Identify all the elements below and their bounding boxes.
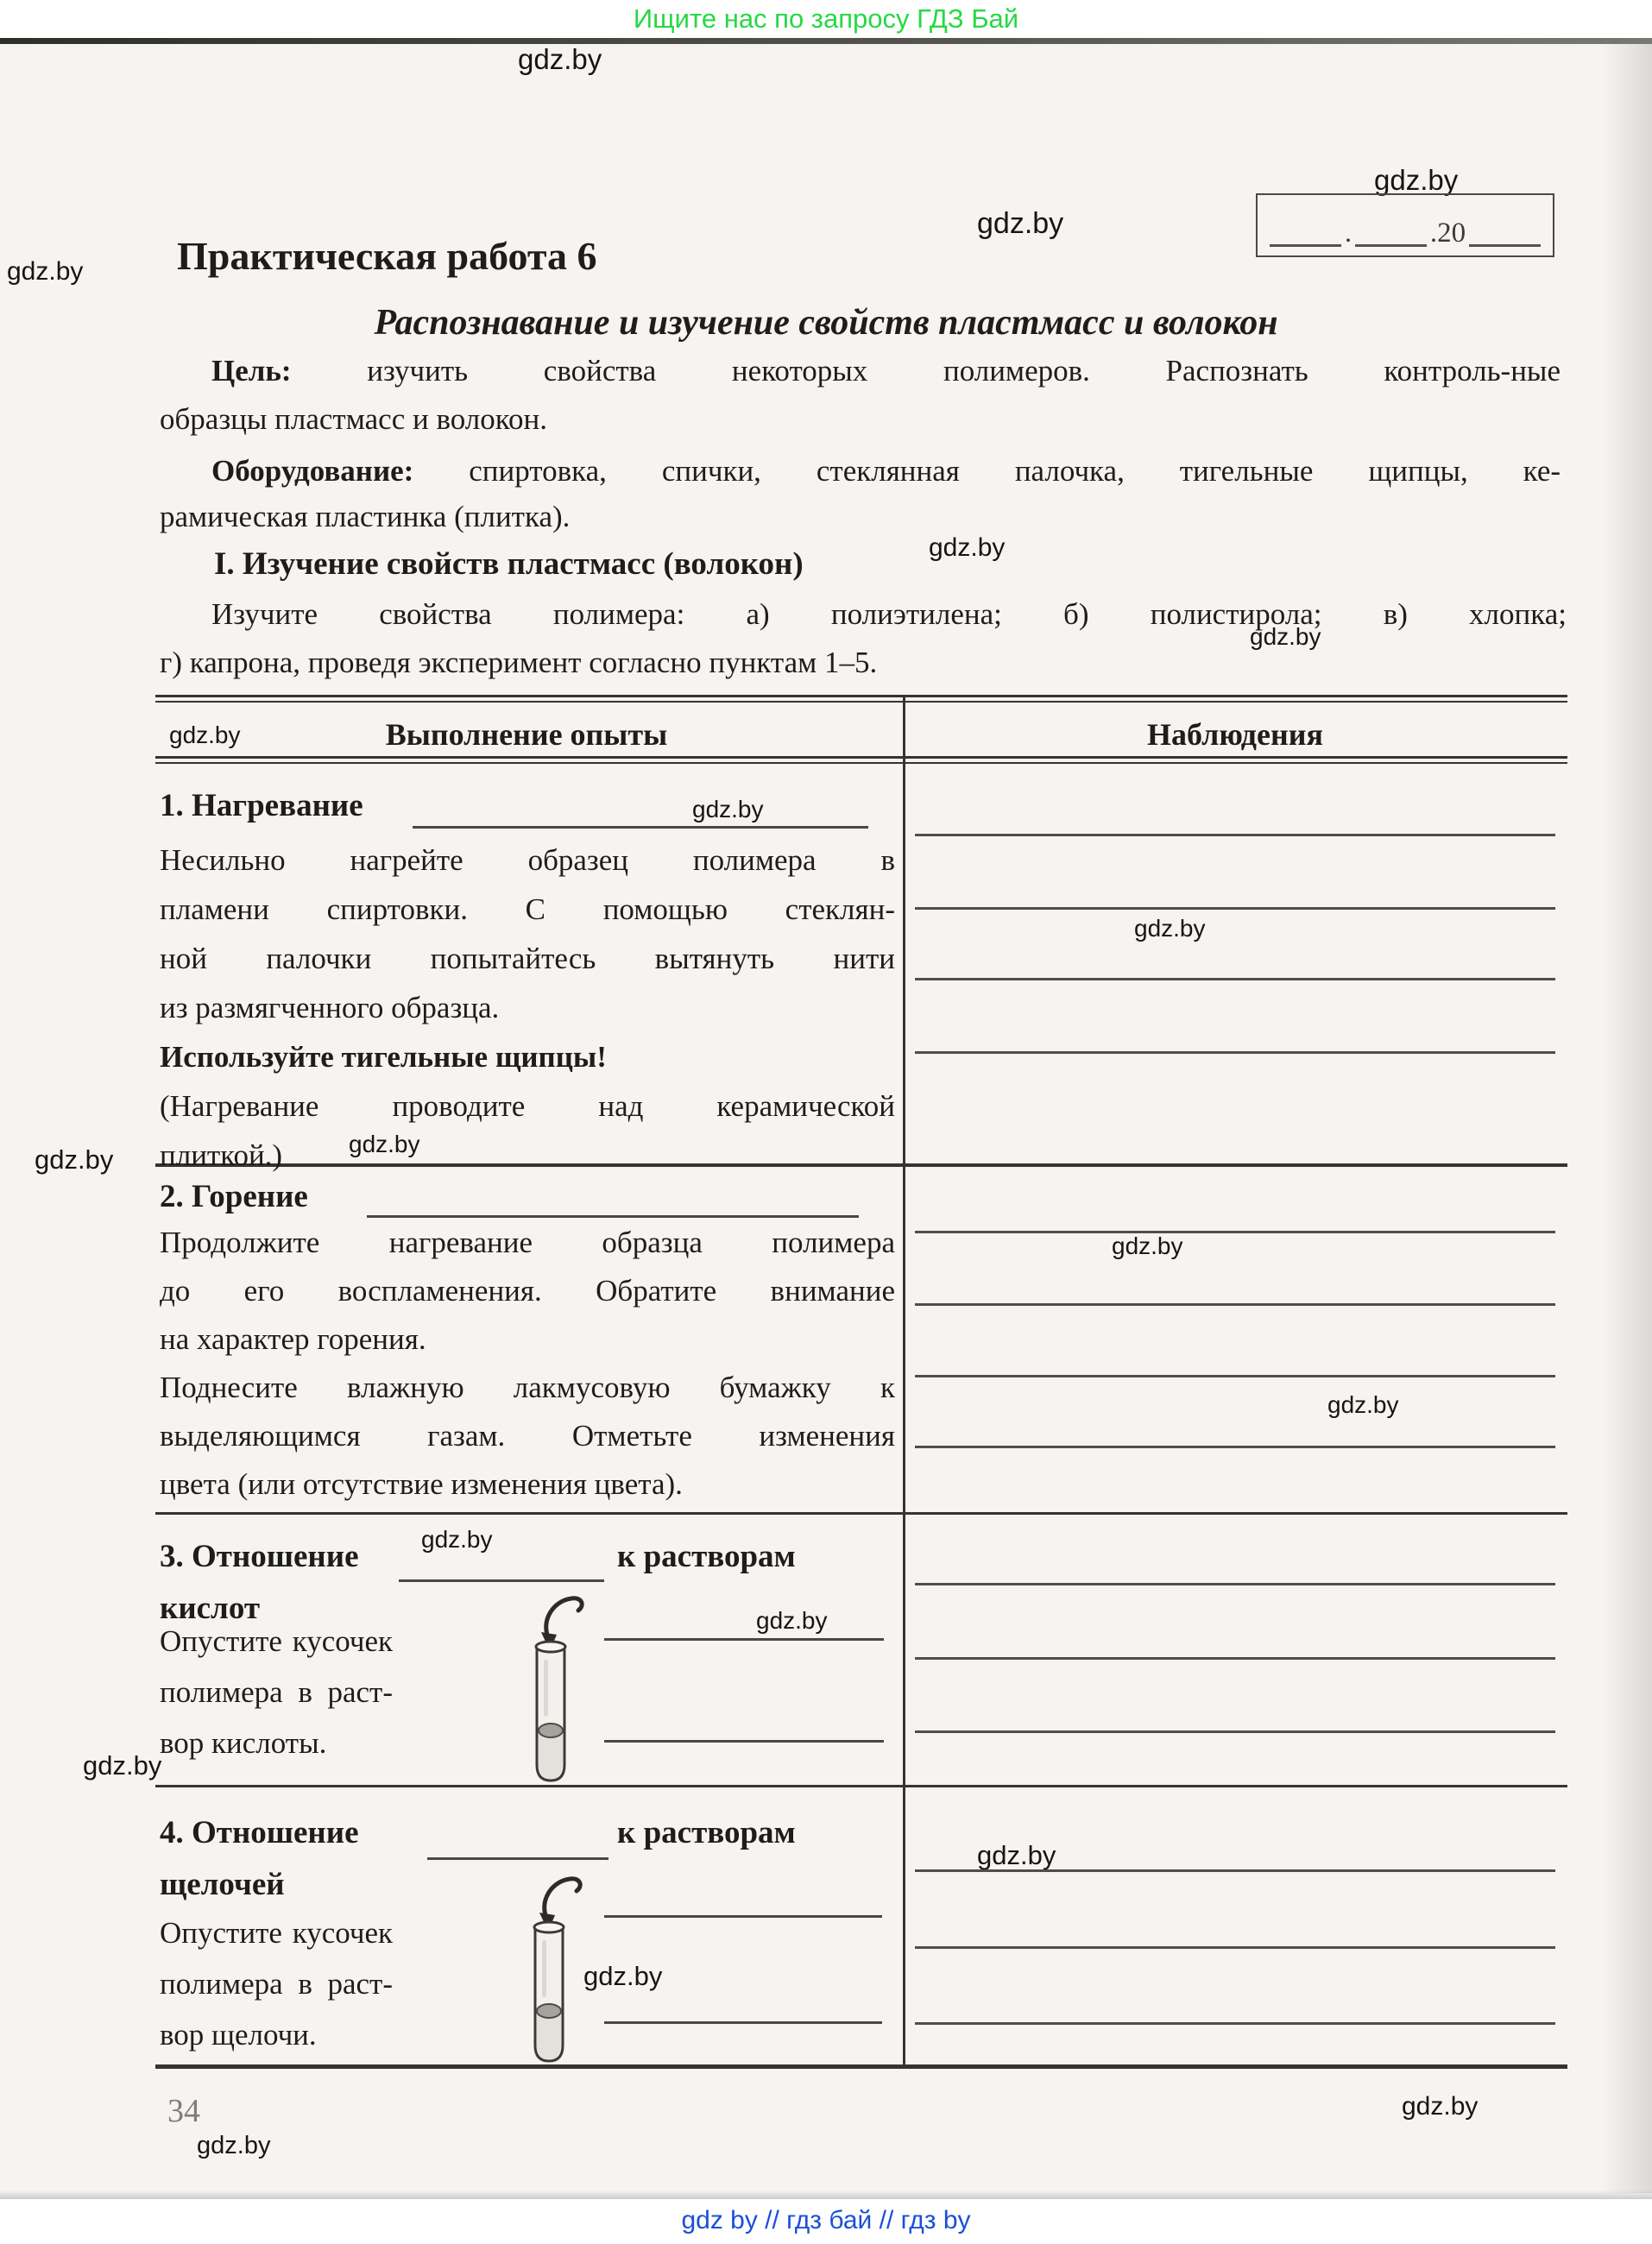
row2-answer-line <box>915 1303 1555 1306</box>
watermark: gdz.by <box>7 257 84 286</box>
watermark: gdz.by <box>1250 623 1321 650</box>
date-box <box>1256 193 1554 257</box>
row3-procedure-text: Опустите кусочек полимера в раст- вор кислоты. <box>160 1624 393 1760</box>
watermark: gdz.by <box>197 2132 271 2159</box>
page-top-edge <box>0 38 1652 44</box>
watermark: gdz.by <box>518 43 602 75</box>
watermark: gdz.by <box>169 722 241 748</box>
row4-title: 4. Отношение <box>160 1815 359 1850</box>
watermark: gdz.by <box>83 1750 162 1781</box>
row4-answer-line <box>915 1869 1555 1872</box>
row4-tube-blank <box>604 2021 882 2024</box>
page-right-shade <box>1602 44 1652 2193</box>
page-bottom-edge <box>0 2190 1652 2199</box>
date-dot: . <box>1344 217 1352 249</box>
watermark: gdz.by <box>929 533 1006 562</box>
row1-answer-line <box>915 978 1555 980</box>
row4-title-cont: к растворам <box>617 1815 796 1850</box>
watermark: gdz.by <box>421 1526 493 1553</box>
column-header-observations: Наблюдения <box>1147 717 1323 752</box>
row2-answer-line <box>915 1375 1555 1377</box>
row3-tube-blank <box>604 1740 884 1743</box>
equipment-label: Оборудование: <box>211 454 414 488</box>
row2-procedure-text: Продолжите нагревание образца полимера до его воспламенения. Обратите внимание на характер горения. Поднесите влажную лакмусовую бумажку к выделяющимся газам. Отметьте изменения цвета (или отсутствие изменения цвета). <box>160 1226 895 1501</box>
watermark: gdz.by <box>977 1840 1056 1870</box>
table-header-border-inner <box>155 762 1567 764</box>
row4-answer-line <box>915 1946 1555 1949</box>
row4-title-blank <box>427 1857 608 1860</box>
watermark: gdz.by <box>583 1961 663 1991</box>
page-number: 34 <box>167 2093 200 2129</box>
table-column-divider <box>903 695 905 2067</box>
site-footer: gdz by // гдз бай // гдз by <box>681 2206 971 2235</box>
row2-answer-line <box>915 1446 1555 1448</box>
watermark: gdz.by <box>1374 164 1459 196</box>
row1-title: 1. Нагревание <box>160 788 363 823</box>
row4-answer-line <box>915 2022 1555 2025</box>
test-tube-icon <box>516 1873 594 2071</box>
row3-bottom-border <box>155 1785 1567 1787</box>
row3-answer-line <box>915 1730 1555 1733</box>
row1-answer-line <box>915 907 1555 910</box>
column-header-procedure: Выполнение опыты <box>385 717 668 752</box>
watermark: gdz.by <box>977 207 1064 240</box>
row2-answer-line <box>915 1231 1555 1233</box>
row2-title-blank <box>367 1215 859 1218</box>
row2-title: 2. Горение <box>160 1179 308 1214</box>
task-line-1: Изучите свойства полимера: а) полиэтилена; б) полистирола; в) хлопка; <box>211 597 1567 631</box>
goal-line-2: образцы пластмасс и волокон. <box>160 402 547 436</box>
watermark: gdz.by <box>1112 1232 1183 1259</box>
row3-tube-blank <box>604 1638 884 1641</box>
row1-procedure-text: Несильно нагрейте образец полимера в пламени спиртовки. С помощью стеклян- ной палочки попытайтесь вытянуть нити из размягченного образца. Используйте тигельные щипцы! (Нагревание проводите над керамической плиткой.) <box>160 843 895 1172</box>
date-blank-year <box>1469 244 1541 247</box>
table-top-border <box>155 695 1567 697</box>
row3-answer-line <box>915 1583 1555 1585</box>
test-tube-icon <box>518 1592 596 1791</box>
goal-line-1: Цель: изучить свойства некоторых полимеров. Распознать контроль-ные <box>211 354 1561 388</box>
row3-title: 3. Отношение <box>160 1539 359 1574</box>
row3-answer-line <box>915 1657 1555 1660</box>
task-line-2: г) капрона, проведя эксперимент согласно пунктам 1–5. <box>160 646 878 679</box>
row1-title-blank <box>413 826 868 829</box>
section-heading: I. Изучение свойств пластмасс (волокон) <box>214 546 804 582</box>
equipment-line-1: Оборудование: спиртовка, спички, стеклянная палочка, тигельные щипцы, ке- <box>211 454 1561 488</box>
goal-label: Цель: <box>211 354 292 388</box>
row1-answer-line <box>915 1051 1555 1054</box>
row4-title-sub: щелочей <box>160 1867 285 1902</box>
site-banner: Ищите нас по запросу ГДЗ Бай <box>633 3 1019 34</box>
equipment-line-2: рамическая пластинка (плитка). <box>160 500 571 533</box>
date-year-prefix: .20 <box>1429 217 1466 249</box>
watermark: gdz.by <box>35 1144 114 1175</box>
row3-title-blank <box>399 1579 604 1582</box>
table-top-border-inner <box>155 701 1567 703</box>
page-title: Практическая работа 6 <box>177 234 597 278</box>
watermark: gdz.by <box>1402 2092 1479 2121</box>
row4-tube-blank <box>604 1915 882 1918</box>
row3-title-sub: кислот <box>160 1591 261 1626</box>
row1-answer-line <box>915 834 1555 836</box>
row3-title-cont: к растворам <box>617 1539 796 1574</box>
watermark: gdz.by <box>349 1131 420 1157</box>
date-blank-month <box>1355 244 1427 247</box>
date-blank-day <box>1270 244 1341 247</box>
watermark: gdz.by <box>692 796 764 823</box>
watermark: gdz.by <box>1134 915 1206 942</box>
table-header-border <box>155 756 1567 759</box>
watermark: gdz.by <box>756 1607 828 1634</box>
watermark: gdz.by <box>1327 1391 1399 1418</box>
row4-procedure-text: Опустите кусочек полимера в раст- вор щелочи. <box>160 1916 393 2052</box>
work-subtitle: Распознавание и изучение свойств пластмасс и волокон <box>374 303 1278 343</box>
